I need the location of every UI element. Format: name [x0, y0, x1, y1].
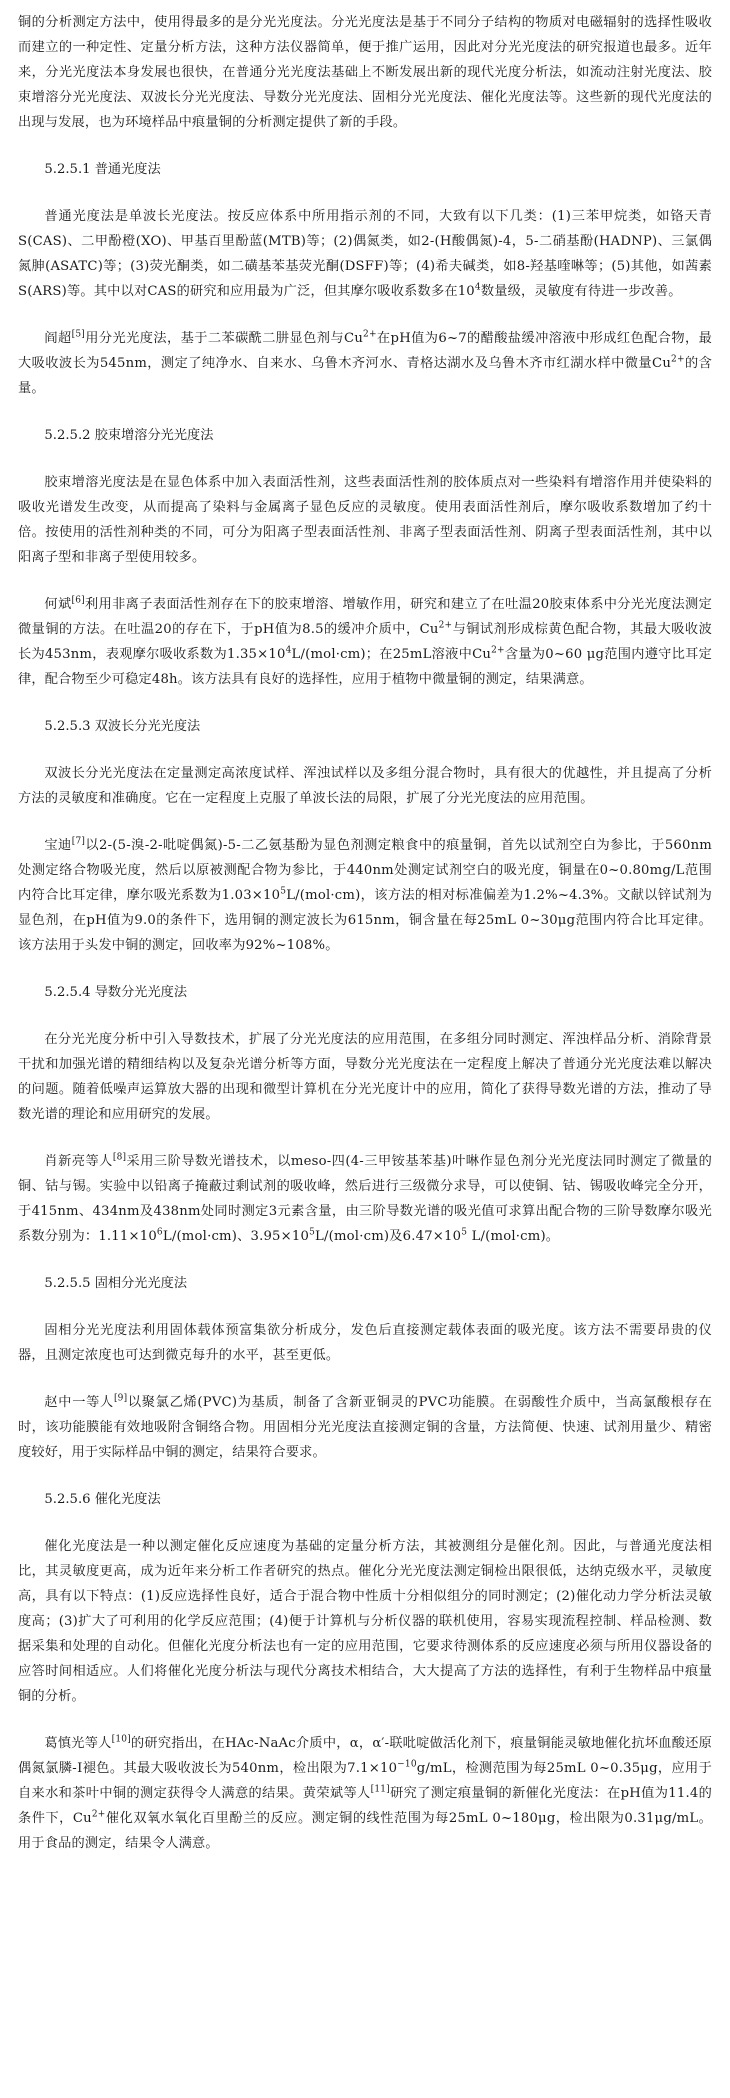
paragraph: 肖新亮等人[8]采用三阶导数光谱技术，以meso-四(4-三甲铵基苯基)叶啉作显色剂分光光度法同时测定了微量的铜、钴与锡。实验中以铅离子掩蔽过剩试剂的吸收峰，然后进行三级微分求导，可以使铜、钴、锡吸收峰完全分开，于415nm、434nm及438nm处同时测定3元素含量，由三阶导数光谱的吸光值可求算出配合物的三阶导数摩尔吸光系数分别为：$1.11\times 10^6L/(mol\cdot cm)$、$3.95\times 10^5L/(mol\cdot cm)$及$6.47\times 10^5$ L/(mol·cm)。 [18, 1152, 712, 1244]
paragraph: 固相分光光度法利用固体载体预富集欲分析成分，发色后直接测定载体表面的吸光度。该方法不需要昂贵的仪器，且测定浓度也可达到微克每升的水平，甚至更低。 [18, 1323, 712, 1363]
paragraph: 双波长分光光度法在定量测定高浓度试样、浑浊试样以及多组分混合物时，具有很大的优越性，并且提高了分析方法的灵敏度和准确度。它在一定程度上克服了单波长法的局限，扩展了分光光度法的应用范围。 [18, 766, 712, 806]
paragraph: 葛慎光等人[10]的研究指出，在HAc-NaAc介质中，α，α′-联吡啶做活化剂下，痕量铜能灵敏地催化抗坏血酸还原偶氮氯膦-Ⅰ褪色。其最大吸收波长为540nm，检出限为$7.1\times 10^{-10}g/mL$，检测范围为每25mL 0~0.35μg，应用于自来水和茶叶中铜的测定获得令人满意的结果。黄荣斌等人[11]研究了测定痕量铜的新催化光度法：在pH值为11.4的条件下，$Cu^{2+}$催化双氧水氧化百里酚兰的反应。测定铜的线性范围为每25mL 0~180μg，检出限为0.31μg/mL。用于食品的测定，结果令人满意。 [18, 1734, 712, 1851]
paragraph: 阎超[5]用分光光度法，基于二苯碳酰二肼显色剂与$Cu^{2+}$在pH值为6~7的醋酸盐缓冲溶液中形成红色配合物，最大吸收波长为545nm，测定了纯净水、自来水、乌鲁木齐河水、青格达湖水及乌鲁木齐市红湖水样中微量$Cu^{2+}$的含量。 [18, 329, 713, 396]
section-title-micellar-solubilization: 5.2.5.2 胶束增溶分光光度法 [44, 428, 214, 443]
section-title-derivative: 5.2.5.4 导数分光光度法 [44, 985, 188, 1000]
section-title-dual-wavelength: 5.2.5.3 双波长分光光度法 [44, 719, 201, 734]
citation-ref: [8] [112, 1152, 127, 1163]
section-title-catalytic: 5.2.5.6 催化光度法 [44, 1492, 161, 1507]
citation-ref: [9] [113, 1393, 128, 1404]
paragraph: 普通光度法是单波长光度法。按反应体系中所用指示剂的不同，大致有以下几类：(1)三苯甲烷类，如铬天青S(CAS)、二甲酚橙(XO)、甲基百里酚蓝(MTB)等；(2)偶氮类，如2-(H酸偶氮)-4，5-二硝基酚(HADNP)、三氯偶氮胂(ASATC)等；(3)荧光酮类，如二磺基苯基荧光酮(DSFF)等；(4)希夫碱类，如8-羟基喹啉等；(5)其他，如茜素S(ARS)等。其中以对CAS的研究和应用最为广泛，但其摩尔吸收系数多在$10^4$数量级，灵敏度有待进一步改善。 [18, 209, 712, 299]
paragraph: 催化光度法是一种以测定催化反应速度为基础的定量分析方法，其被测组分是催化剂。因此，与普通光度法相比，其灵敏度更高，成为近年来分析工作者研究的热点。催化分光光度法测定铜检出限很低，达纳克级水平，灵敏度高，具有以下特点：(1)反应选择性良好，适合于混合物中性质十分相似组分的同时测定；(2)催化动力学分析法灵敏度高；(3)扩大了可利用的化学反应范围；(4)便于计算机与分析仪器的联机使用，容易实现流程控制、样品检测、数据采集和处理的自动化。但催化光度分析法也有一定的应用范围，它要求待测体系的反应速度必须与所用仪器设备的应答时间相适应。人们将催化光度分析法与现代分离技术相结合，大大提高了方法的选择性，有利于生物样品中痕量铜的分析。 [18, 1539, 712, 1704]
citation-ref: [6] [71, 595, 85, 606]
citation-ref: [11] [370, 1784, 390, 1795]
section-title-ordinary-photometry: 5.2.5.1 普通光度法 [44, 162, 161, 177]
citation-ref: [5] [71, 329, 85, 340]
citation-ref: [7] [71, 836, 86, 847]
section-title-solid-phase: 5.2.5.5 固相分光光度法 [44, 1276, 188, 1291]
intro-paragraph: 铜的分析测定方法中，使用得最多的是分光光度法。分光光度法是基于不同分子结构的物质对电磁辐射的选择性吸收而建立的一种定性、定量分析方法，这种方法仪器简单，便于推广运用，因此对分光光度法的研究报道也最多。近年来，分光光度法本身发展也很快，在普通分光光度法基础上不断发展出新的现代光度分析法，如流动注射光度法、胶束增溶分光光度法、双波长分光光度法、导数分光光度法、固相分光光度法、催化光度法等。这些新的现代光度法的出现与发展，也为环境样品中痕量铜的分析测定提供了新的手段。 [18, 15, 712, 130]
paragraph: 在分光光度分析中引入导数技术，扩展了分光光度法的应用范围，在多组分同时测定、浑浊样品分析、消除背景干扰和加强光谱的精细结构以及复杂光谱分析等方面，导数分光光度法在一定程度上解决了普通分光光度法难以解决的问题。随着低噪声运算放大器的出现和微型计算机在分光光度计中的应用，简化了获得导数光谱的方法，推动了导数光谱的理论和应用研究的发展。 [18, 1032, 712, 1122]
paragraph: 何斌[6]利用非离子表面活性剂存在下的胶束增溶、增敏作用，研究和建立了在吐温20胶束体系中分光光度法测定微量铜的方法。在吐温20的存在下，于pH值为8.5的缓冲介质中，$Cu^{2+}$与铜试剂形成棕黄色配合物，其最大吸收波长为453nm，表观摩尔吸收系数为$1.35\times 10^4L/(mol\cdot cm)$；在25mL溶液中$Cu^{2+}$含量为0~60 μg范围内遵守比耳定律，配合物至少可稳定48h。该方法具有良好的选择性，应用于植物中微量铜的测定，结果满意。 [18, 595, 713, 687]
paragraph: 胶束增溶光度法是在显色体系中加入表面活性剂，这些表面活性剂的胶体质点对一些染料有增溶作用并使染料的吸收光谱发生改变，从而提高了染料与金属离子显色反应的灵敏度。使用表面活性剂后，摩尔吸收系数增加了约十倍。按使用的活性剂种类的不同，可分为阳离子型表面活性剂、非离子型表面活性剂、阴离子型表面活性剂，其中以阳离子型和非离子型使用较多。 [18, 475, 712, 565]
paragraph: 赵中一等人[9]以聚氯乙烯(PVC)为基质，制备了含新亚铜灵的PVC功能膜。在弱酸性介质中，当高氯酸根存在时，该功能膜能有效地吸附含铜络合物。用固相分光光度法直接测定铜的含量，方法简便、快速、试剂用量少、精密度较好，用于实际样品中铜的测定，结果符合要求。 [18, 1393, 713, 1460]
citation-ref: [10] [111, 1734, 131, 1745]
paragraph: 宝迪[7]以2-(5-溴-2-吡啶偶氮)-5-二乙氨基酚为显色剂测定粮食中的痕量铜，首先以试剂空白为参比，于560nm处测定络合物吸光度，然后以原被测配合物为参比，于440nm处测定试剂空白的吸光度，铜量在0~0.80mg/L范围内符合比耳定律，摩尔吸光系数为$1.03\times 10^5L/(mol\cdot cm)$，该方法的相对标准偏差为1.2%~4.3%。文献以锌试剂为显色剂，在pH值为9.0的条件下，选用铜的测定波长为615nm，铜含量在每25mL 0~30μg范围内符合比耳定律。该方法用于头发中铜的测定，回收率为92%~108%。 [18, 836, 713, 953]
